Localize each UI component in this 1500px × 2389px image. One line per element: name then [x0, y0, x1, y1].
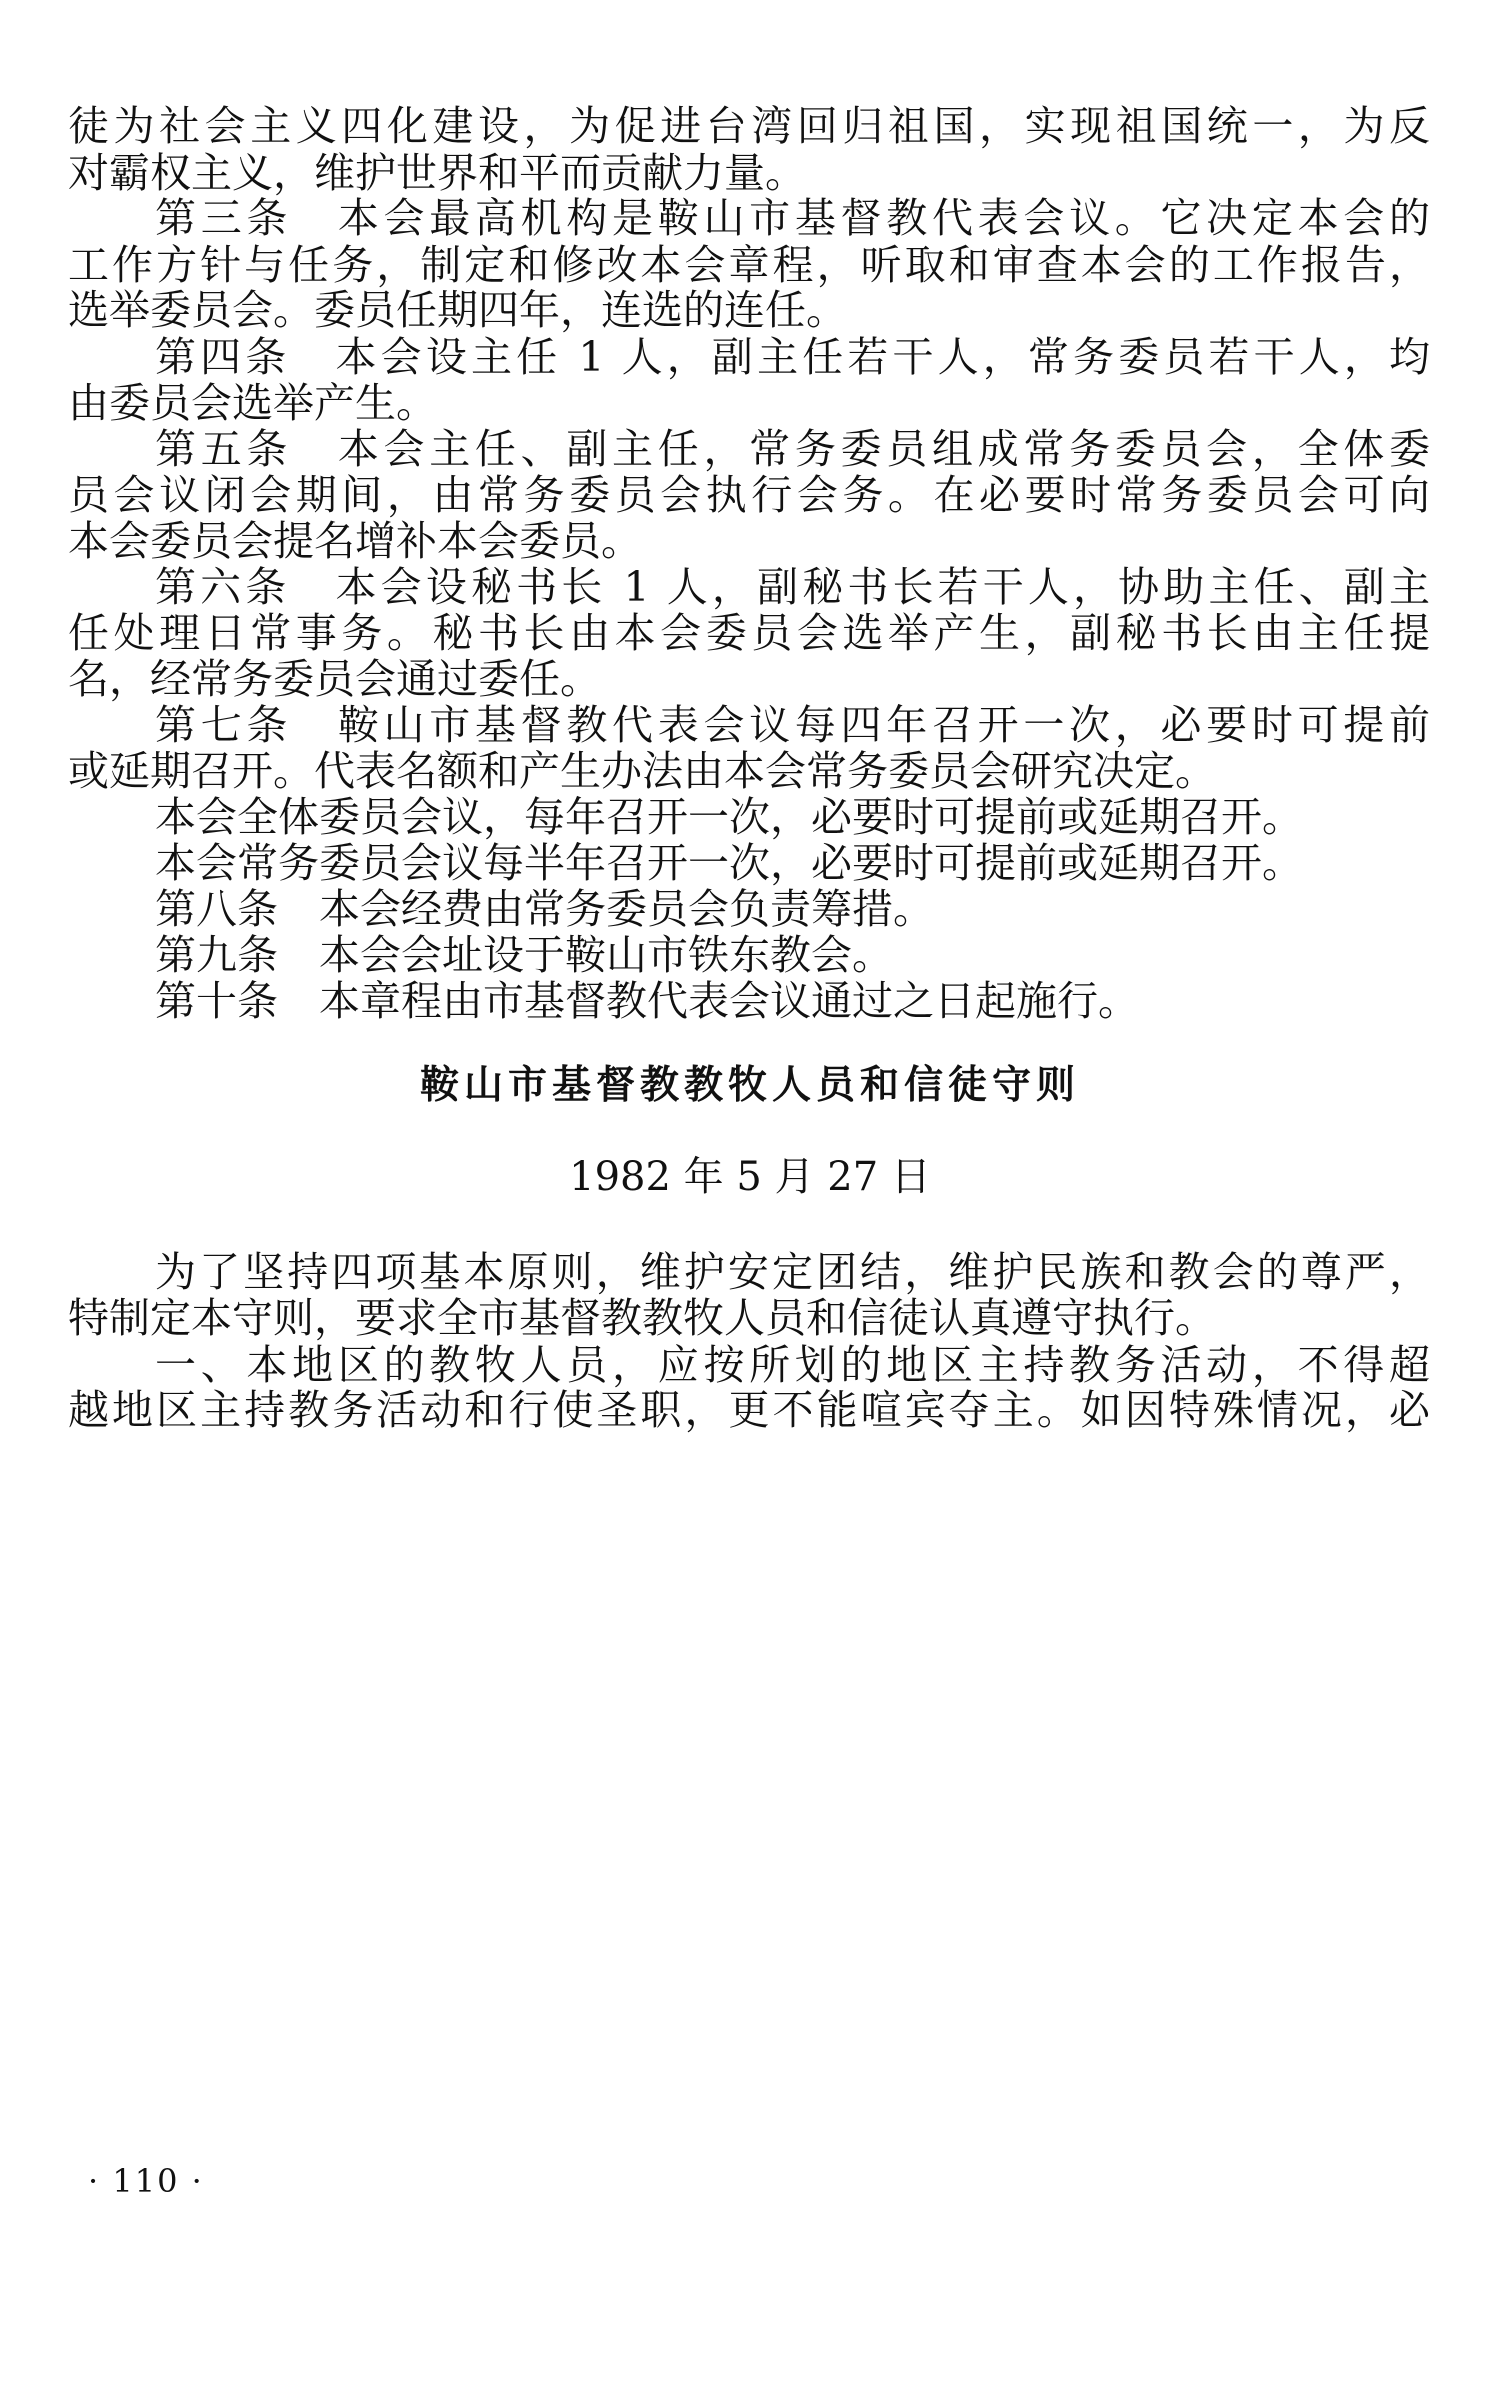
text-line: 工作方针与任务，制定和修改本会章程，听取和审查本会的工作报告， [68, 241, 1430, 289]
text-line: 或延期召开。代表名额和产生办法由本会常务委员会研究决定。 [68, 747, 1216, 795]
text-line: 第八条 本会经费由常务委员会负责筹措。 [155, 885, 934, 933]
text-line: 越地区主持教务活动和行使圣职，更不能喧宾夺主。如因特殊情况，必 [68, 1386, 1430, 1434]
text-line: 第十条 本章程由市基督教代表会议通过之日起施行。 [155, 977, 1139, 1025]
text-line: 本会委员会提名增补本会委员。 [68, 517, 642, 565]
text-line: 第四条 本会设主任 1 人，副主任若干人，常务委员若干人，均 [155, 333, 1430, 381]
section-date: 1982 年 5 月 27 日 [569, 1154, 931, 1200]
text-line: 第三条 本会最高机构是鞍山市基督教代表会议。它决定本会的 [155, 194, 1430, 242]
text-line: 一、本地区的教牧人员，应按所划的地区主持教务活动，不得超 [155, 1341, 1430, 1389]
text-line: 为了坚持四项基本原则，维护安定团结，维护民族和教会的尊严， [155, 1248, 1430, 1296]
text-line: 第五条 本会主任、副主任，常务委员组成常务委员会，全体委 [155, 425, 1430, 473]
text-line: 选举委员会。委员任期四年，连选的连任。 [68, 286, 847, 334]
text-line: 名，经常务委员会通过委任。 [68, 655, 601, 703]
text-line: 本会常务委员会议每半年召开一次，必要时可提前或延期召开。 [155, 839, 1303, 887]
text-line: 第六条 本会设秘书长 1 人，副秘书长若干人，协助主任、副主 [155, 563, 1430, 611]
text-line: 第九条 本会会址设于鞍山市铁东教会。 [155, 931, 893, 979]
text-line: 本会全体委员会议，每年召开一次，必要时可提前或延期召开。 [155, 793, 1303, 841]
text-line: 特制定本守则，要求全市基督教教牧人员和信徒认真遵守执行。 [68, 1294, 1216, 1342]
text-line: 对霸权主义，维护世界和平而贡献力量。 [68, 149, 806, 197]
section-title: 鞍山市基督教教牧人员和信徒守则 [419, 1062, 1080, 1108]
text-line: 第七条 鞍山市基督教代表会议每四年召开一次，必要时可提前 [155, 701, 1430, 749]
text-line: 徒为社会主义四化建设，为促进台湾回归祖国，实现祖国统一，为反 [68, 102, 1430, 150]
text-line: 由委员会选举产生。 [68, 379, 437, 427]
text-line: 员会议闭会期间，由常务委员会执行会务。在必要时常务委员会可向 [68, 471, 1430, 519]
page-number: · 110 · [88, 2162, 204, 2200]
text-line: 任处理日常事务。秘书长由本会委员会选举产生，副秘书长由主任提 [68, 609, 1430, 657]
